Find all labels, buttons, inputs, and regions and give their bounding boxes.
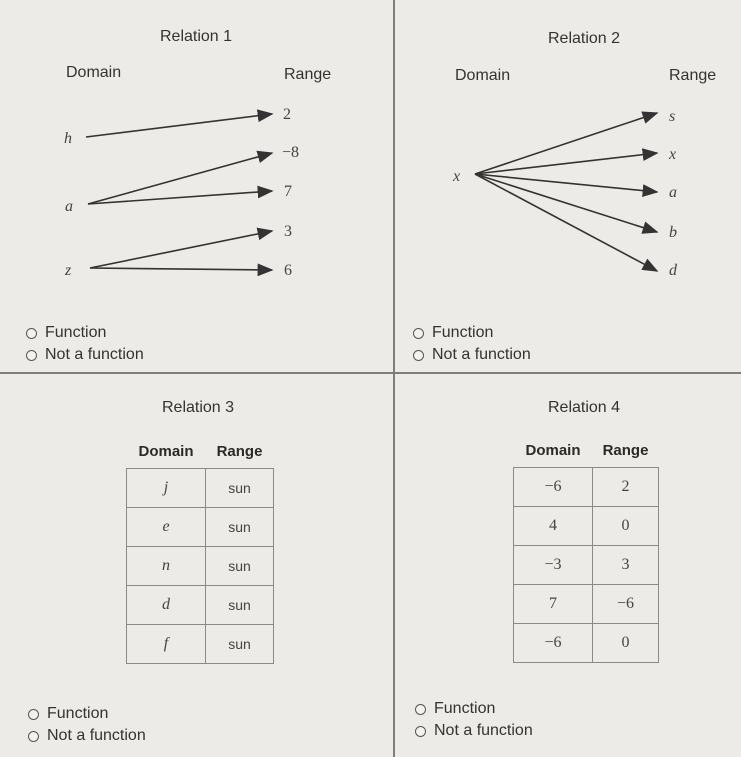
relation-1-domain-item: h: [64, 130, 72, 147]
option-label: Function: [45, 324, 107, 341]
radio-button[interactable]: [26, 328, 37, 339]
table-row: [127, 547, 274, 586]
relation-2-arrow: [475, 153, 657, 174]
relation-2-range-item: x: [669, 146, 677, 163]
domain-cell: n: [127, 547, 206, 586]
range-cell: sun: [206, 547, 274, 586]
domain-cell: −6: [514, 624, 593, 663]
relation-1-range-item: 7: [284, 183, 292, 200]
relation-3-not-function-option[interactable]: [28, 727, 146, 745]
relation-2-range-item: s: [669, 108, 676, 125]
range-header: Range: [602, 441, 649, 459]
domain-cell: 7: [514, 585, 593, 624]
relation-1-arrows: [0, 0, 393, 372]
relation-2-domain-item: x: [453, 168, 461, 185]
relation-4-not-function-option[interactable]: [415, 722, 533, 740]
relation-2-not-function-option[interactable]: [413, 346, 531, 364]
relation-2-domain-label: Domain: [455, 67, 511, 84]
range-cell: 2: [593, 468, 659, 507]
radio-button[interactable]: [415, 704, 426, 715]
relation-1-range-label: Range: [284, 66, 332, 83]
domain-cell: e: [127, 508, 206, 547]
relation-1-panel: [0, 0, 393, 372]
table-row: [127, 469, 274, 508]
table-row: [514, 468, 659, 507]
domain-header: Domain: [138, 442, 194, 460]
relation-1-title: Relation 1: [160, 28, 233, 45]
option-label: Not a function: [434, 722, 533, 739]
range-cell: 0: [593, 624, 659, 663]
relation-2-panel: [395, 0, 741, 372]
range-header: Range: [216, 442, 263, 460]
relation-4-function-option[interactable]: [415, 700, 495, 718]
domain-header: Domain: [525, 441, 581, 459]
range-cell: 0: [593, 507, 659, 546]
option-label: Not a function: [432, 346, 531, 363]
relation-1-arrow: [90, 268, 272, 270]
range-cell: sun: [206, 625, 274, 664]
domain-cell: −3: [514, 546, 593, 585]
relation-2-arrow: [475, 113, 657, 174]
range-cell: 3: [593, 546, 659, 585]
radio-button[interactable]: [413, 328, 424, 339]
domain-cell: d: [127, 586, 206, 625]
domain-cell: 4: [514, 507, 593, 546]
domain-cell: −6: [514, 468, 593, 507]
radio-button[interactable]: [26, 350, 37, 361]
radio-button[interactable]: [28, 709, 39, 720]
relation-1-arrow: [90, 231, 272, 268]
relation-2-function-option[interactable]: [413, 324, 493, 342]
domain-cell: f: [127, 625, 206, 664]
relation-2-arrows: [395, 0, 741, 372]
domain-cell: j: [127, 469, 206, 508]
relation-4-panel: [395, 374, 741, 757]
radio-button[interactable]: [415, 726, 426, 737]
relation-1-function-option[interactable]: [26, 324, 106, 342]
relation-3-panel: [0, 374, 393, 757]
relation-1-range-item: 6: [284, 262, 292, 279]
table-row: [514, 546, 659, 585]
range-cell: sun: [206, 586, 274, 625]
relation-2-range-item: b: [669, 224, 677, 241]
relation-2-title: Relation 2: [548, 30, 621, 47]
option-label: Not a function: [45, 346, 144, 363]
table-row: [127, 508, 274, 547]
relation-1-range-item: −8: [282, 144, 300, 161]
relation-3-function-option[interactable]: [28, 705, 108, 723]
table-row: [127, 586, 274, 625]
relation-1-range-item: 2: [283, 106, 291, 123]
relation-3-title: Relation 3: [162, 399, 235, 416]
relation-1-domain-label: Domain: [66, 64, 122, 81]
relation-1-arrow: [86, 114, 272, 137]
radio-button[interactable]: [413, 350, 424, 361]
relation-1-not-function-option[interactable]: [26, 346, 144, 364]
relation-3-table: [126, 434, 274, 664]
relation-2-range-item: a: [669, 184, 677, 201]
relation-1-domain-item: a: [65, 198, 73, 215]
relation-4-table: [513, 433, 659, 663]
option-label: Function: [434, 700, 496, 717]
range-cell: −6: [593, 585, 659, 624]
relation-1-range-item: 3: [284, 223, 292, 240]
table-row: [127, 625, 274, 664]
table-row: [514, 585, 659, 624]
range-cell: sun: [206, 469, 274, 508]
relation-1-domain-item: z: [65, 262, 72, 279]
radio-button[interactable]: [28, 731, 39, 742]
relation-2-range-label: Range: [669, 67, 717, 84]
table-row: [514, 507, 659, 546]
option-label: Function: [432, 324, 494, 341]
relation-1-arrow: [88, 153, 272, 204]
relation-4-title: Relation 4: [548, 399, 621, 416]
relation-1-arrow: [88, 191, 272, 204]
range-cell: sun: [206, 508, 274, 547]
option-label: Not a function: [47, 727, 146, 744]
relation-2-range-item: d: [669, 262, 677, 279]
option-label: Function: [47, 705, 109, 722]
table-row: [514, 624, 659, 663]
